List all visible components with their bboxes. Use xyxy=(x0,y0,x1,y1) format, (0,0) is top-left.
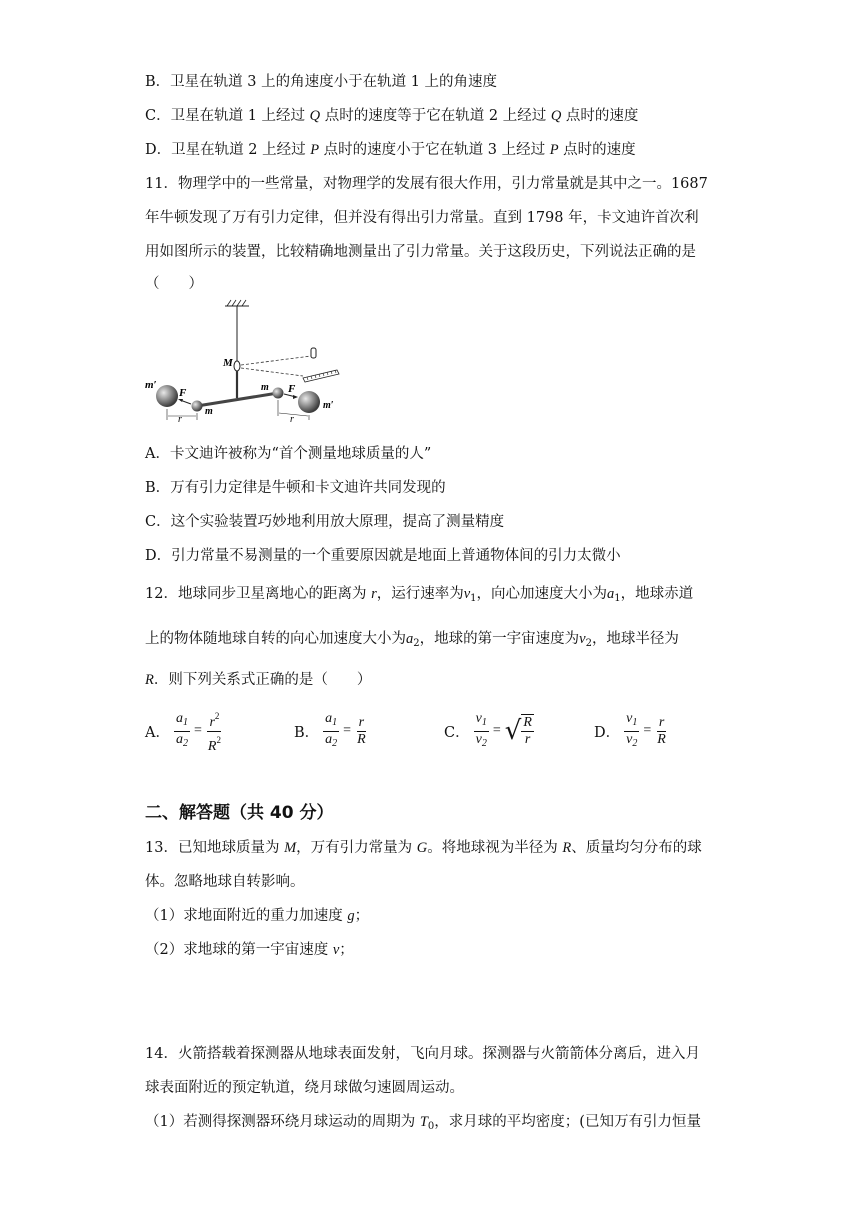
label-m-prime-left: m′ xyxy=(145,379,157,391)
q12-stem-line3: R．则下列关系式正确的是（ ） xyxy=(145,672,372,688)
q12-option-c: C． $\frac{v_1}{v_2}$ = √ $\frac{R}{r}$ xyxy=(444,710,532,749)
q13-stem-line1: 13．已知地球质量为 M，万有引力常量为 G。将地球视为半径为 R、质量均匀分布的球 xyxy=(145,840,702,856)
q11-answer-paren: （ ） xyxy=(145,276,203,292)
label-m-left: m xyxy=(205,406,213,417)
q11-stem-line1: 11．物理学中的一些常量，对物理学的发展有很大作用，引力常量就是其中之一。1687 xyxy=(145,176,708,192)
q12-option-a: A． $\frac{a_1}{a_2}$ = $\frac{r^2}{R^2}$ xyxy=(145,706,223,756)
q11-option-d: D．引力常量不易测量的一个重要原因就是地面上普通物体间的引力太微小 xyxy=(145,548,621,564)
q12-stem-line2: 上的物体随地球自转的向心加速度大小为$a_2$，地球的第一宇宙速度为$v_2$，地球半径为 xyxy=(145,631,679,649)
q14-part1: （1）若测得探测器环绕月球运动的周期为 $T_0$，求月球的平均密度；(已知万有引力恒量 xyxy=(145,1114,701,1132)
q11-stem-line3: 用如图所示的装置，比较精确地测量出了引力常量。关于这段历史，下列说法正确的是 xyxy=(145,244,696,260)
cavendish-torsion-balance-figure xyxy=(145,296,345,428)
q11-stem-line2: 年牛顿发现了万有引力定律，但并没有得出引力常量。直到 1798 年，卡文迪许首次利 xyxy=(145,210,699,226)
q11-option-a: A．卡文迪许被称为“首个测量地球质量的人” xyxy=(145,446,432,462)
q14-stem-line1: 14．火箭搭载着探测器从地球表面发射，飞向月球。探测器与火箭箭体分离后，进入月 xyxy=(145,1046,700,1062)
q11-option-c: C．这个实验装置巧妙地利用放大原理，提高了测量精度 xyxy=(145,514,505,530)
label-m-right: m xyxy=(261,382,269,393)
q13-part1: （1）求地面附近的重力加速度 g； xyxy=(145,908,370,924)
q11-option-b: B．万有引力定律是牛顿和卡文迪许共同发现的 xyxy=(145,480,446,496)
q13-stem-line2: 体。忽略地球自转影响。 xyxy=(145,874,305,890)
q10-option-b: B．卫星在轨道 3 上的角速度小于在轨道 1 上的角速度 xyxy=(145,74,498,90)
q14-stem-line2: 球表面附近的预定轨道，绕月球做匀速圆周运动。 xyxy=(145,1080,464,1096)
label-m-prime-right: m′ xyxy=(323,400,334,411)
label-f-right: F xyxy=(288,383,296,395)
label-r-right: r xyxy=(290,414,294,425)
q13-part2: （2）求地球的第一宇宙速度 v； xyxy=(145,942,354,958)
label-f-left: F xyxy=(179,387,187,399)
q12-stem-line1: 12．地球同步卫星离地心的距离为 r，运行速率为$v_1$，向心加速度大小为$a_1$，地球赤道 xyxy=(145,586,694,604)
label-r-left: r xyxy=(178,414,182,425)
section-heading: 二、解答题（共 40 分） xyxy=(145,803,334,823)
q10-option-c: C．卫星在轨道 1 上经过 Q 点时的速度等于它在轨道 2 上经过 Q 点时的速度 xyxy=(145,108,639,124)
q12-option-d: D． $\frac{v_1}{v_2}$ = $\frac{r}{R}$ xyxy=(594,710,666,749)
q12-option-b: B． $\frac{a_1}{a_2}$ = $\frac{r}{R}$ xyxy=(294,710,366,749)
label-M: M xyxy=(223,357,233,369)
q10-option-d: D．卫星在轨道 2 上经过 P 点时的速度小于它在轨道 3 上经过 P 点时的速度 xyxy=(145,142,636,158)
